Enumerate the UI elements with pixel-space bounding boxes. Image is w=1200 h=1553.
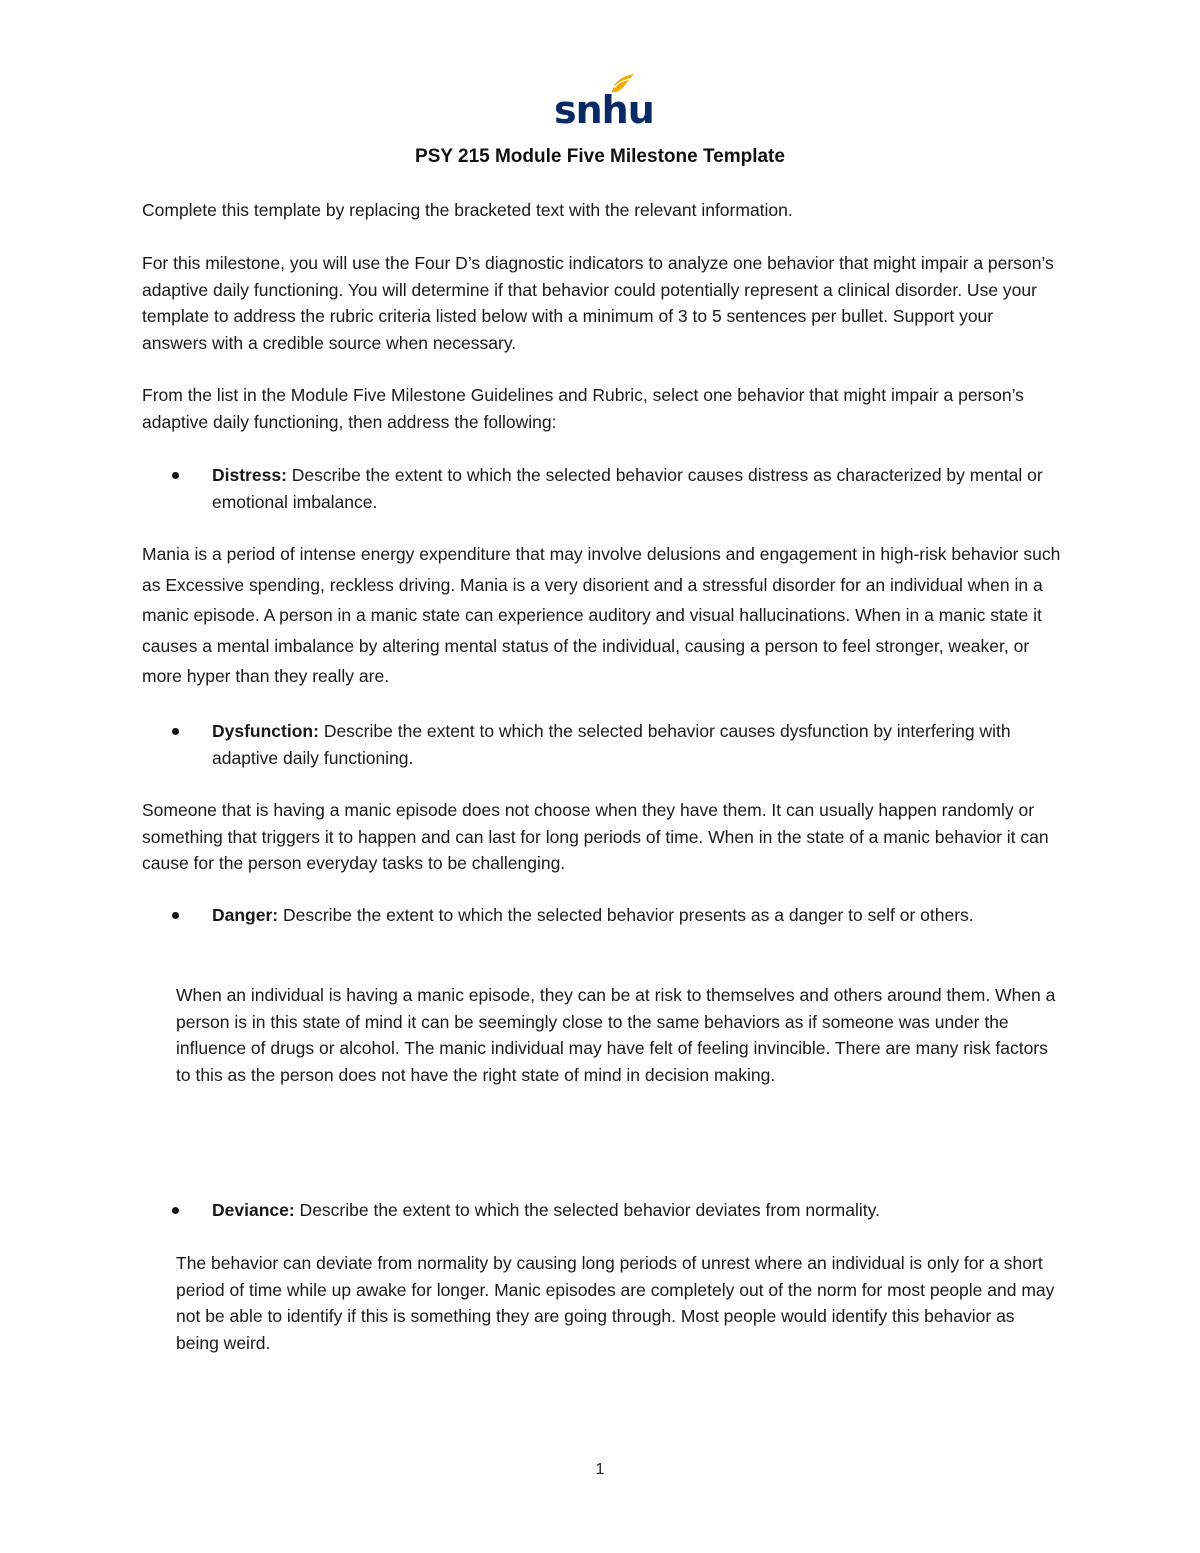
instruction-paragraph: Complete this template by replacing the bracketed text with the relevant information. — [142, 200, 793, 220]
snhu-logo — [554, 72, 654, 132]
bullet-prompt: Describe the extent to which the selected behavior presents as a danger to self or others. — [278, 905, 974, 925]
bullet-heading: Danger: — [212, 905, 279, 925]
select-behavior-paragraph: From the list in the Module Five Milestone Guidelines and Rubric, select one behavior that might impair a person’s adaptive daily functioning, then address the following: — [142, 385, 1024, 432]
distress-answer: Mania is a period of intense energy expenditure that may involve delusions and engagement in high-risk behavior such as Excessive spending, reckless driving. Mania is a very disorient and a stressful disorder for an individual when in a manic episode. A person in a manic state can experience auditory and visual hallucinations. When in a manic state it causes a mental imbalance by altering mental status of the individual, causing a person to feel stronger, weaker, or more hyper than they really are. — [142, 544, 1061, 686]
bullet-dot — [172, 912, 179, 919]
bullet-dot — [172, 1207, 179, 1214]
bullet-prompt: Describe the extent to which the selected behavior causes distress as characterized by mental or emotional imbalance. — [212, 465, 1043, 512]
bullet-heading: Dysfunction: — [212, 721, 319, 741]
milestone-paragraph: For this milestone, you will use the Four D’s diagnostic indicators to analyze one behavior that might impair a person’s adaptive daily functioning. You will determine if that behavior could potentially represent a clinical disorder. Use your template to address the rubric criteria listed below with a minimum of 3 to 5 sentences per bullet. Support your answers with a credible source when necessary. — [142, 253, 1054, 353]
bullet-heading: Deviance: — [212, 1200, 295, 1220]
logo-wordmark: snhu — [554, 88, 654, 132]
dysfunction-answer: Someone that is having a manic episode does not choose when they have them. It can usually happen randomly or something that triggers it to happen and can last for long periods of time. When in the state of a manic behavior it can cause for the person everyday tasks to be challenging. — [142, 800, 1049, 873]
bullet-dot — [172, 728, 179, 735]
bullet-heading: Distress: — [212, 465, 287, 485]
document-title: PSY 215 Module Five Milestone Template — [415, 146, 785, 167]
bullet-dot — [172, 472, 179, 479]
bullet-prompt: Describe the extent to which the selected behavior deviates from normality. — [294, 1200, 880, 1220]
bullet-prompt: Describe the extent to which the selected behavior causes dysfunction by interfering with adaptive daily functioning. — [212, 721, 1011, 768]
deviance-answer: The behavior can deviate from normality by causing long periods of unrest where an individual is only for a short period of time while up awake for longer. Manic episodes are completely out of the norm for most people and may not be able to identify if this is something they are going through. Most people would identify this behavior as being weird. — [176, 1253, 1055, 1353]
page-number: 1 — [595, 1461, 605, 1478]
danger-answer: When an individual is having a manic episode, they can be at risk to themselves and others around them. When a person is in this state of mind it can be seemingly close to the same behaviors as if someone was under the influence of drugs or alcohol. The manic individual may have felt of feeling invincible. There are many risk factors to this as the person does not have the right state of mind in decision making. — [176, 985, 1056, 1085]
